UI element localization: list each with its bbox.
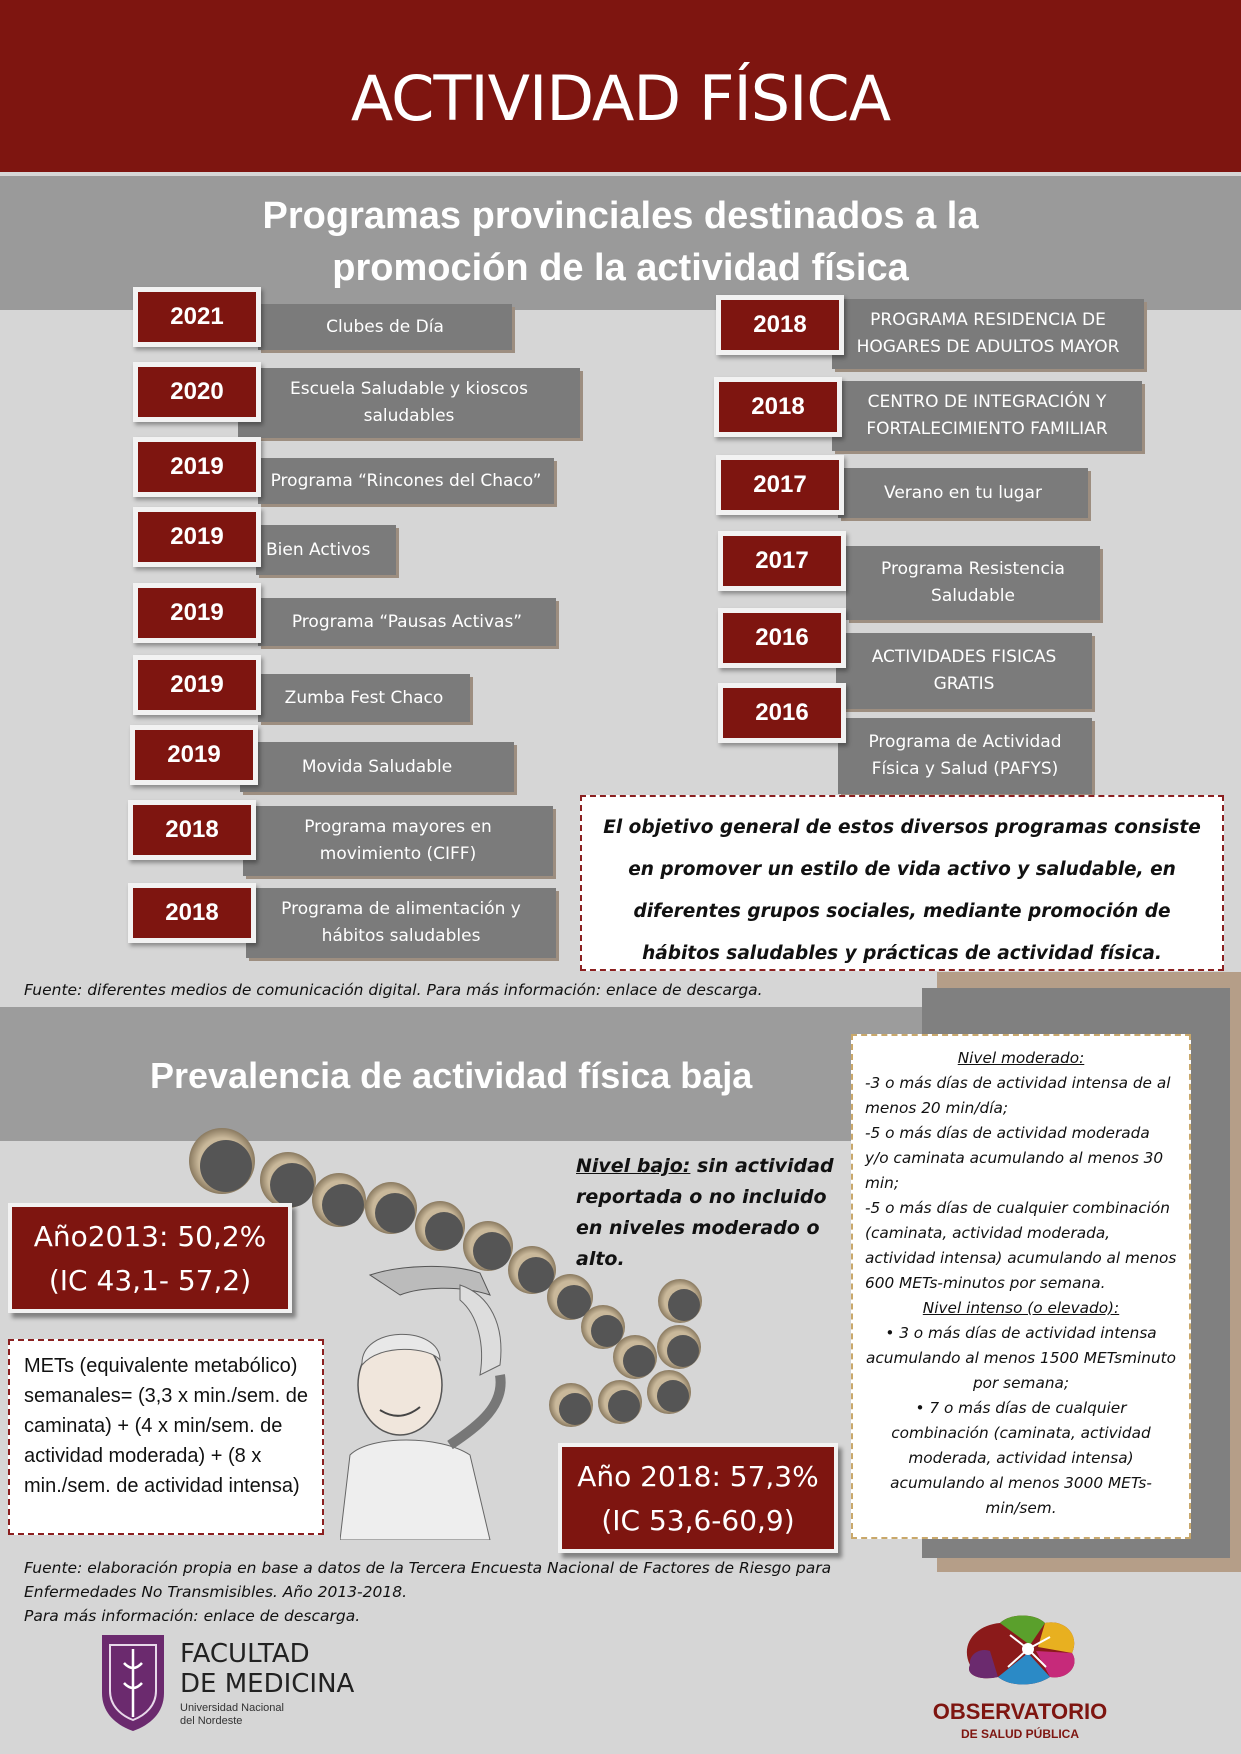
stat-2018-value: Año 2018: 57,3% (577, 1460, 819, 1493)
program-year: 2018 (128, 800, 256, 860)
program-year: 2019 (130, 725, 258, 785)
stat-2018-ci: (IC 53,6-60,9) (601, 1504, 795, 1537)
facultad-logo-sub1: Universidad Nacional (180, 1702, 284, 1714)
program-name: Programa Resistencia Saludable (846, 546, 1100, 620)
program-name: Programa mayores en movimiento (CIFF) (243, 806, 553, 876)
program-year: 2017 (718, 531, 846, 591)
nivel-moderado-item: -3 o más días de actividad intensa de al menos 20 min/día; (865, 1074, 1171, 1117)
senior-woman-illustration (340, 1255, 560, 1540)
programs-heading (0, 190, 1241, 294)
program-name: Zumba Fest Chaco (258, 674, 470, 722)
facultad-logo-sub (180, 1702, 284, 1728)
observatorio-logo-line2: DE SALUD PÚBLICA (960, 1727, 1079, 1741)
program-name: Escuela Saludable y kioscos saludables (238, 368, 580, 438)
source-note-programs: Fuente: diferentes medios de comunicación digital. Para más información: enlace de descarga. (24, 981, 763, 999)
stat-2013 (8, 1203, 292, 1313)
facultad-medicina-logo (100, 1633, 370, 1733)
source-note-line: Enfermedades No Transmisibles. Año 2013-2018. (24, 1583, 408, 1601)
mets-formula-box: METs (equivalente metabólico) semanales= (3,3 x min./sem. de caminata) + (4 x min/sem. de actividad moderada) + (8 x min./sem. de actividad intensa) (8, 1339, 324, 1535)
program-name: Movida Saludable (240, 742, 514, 792)
activity-levels-box (851, 1034, 1191, 1539)
nivel-moderado-item: -5 o más días de actividad moderada y/o caminata acumulando al menos 30 min; (865, 1124, 1164, 1192)
header-banner (0, 0, 1241, 172)
facultad-logo-line1: FACULTAD (180, 1639, 310, 1669)
source-note-line: Para más información: enlace de descarga. (24, 1607, 361, 1625)
nivel-intenso-title: Nivel intenso (o elevado): (922, 1299, 1120, 1317)
nivel-intenso-item: • 3 o más días de actividad intensa acumulando al menos 1500 METsminuto por semana; (865, 1324, 1177, 1392)
prevalence-heading: Prevalencia de actividad física baja (150, 1055, 753, 1096)
stat-2013-value: Año2013: 50,2% (33, 1220, 267, 1253)
program-name: Clubes de Día (258, 304, 512, 350)
program-year: 2020 (133, 362, 261, 422)
program-year: 2018 (128, 883, 256, 943)
stat-2018 (558, 1443, 838, 1553)
program-name: Bien Activos (256, 525, 396, 575)
program-year: 2019 (133, 583, 261, 643)
page-title: ACTIVIDAD FÍSICA (350, 62, 891, 135)
stat-2013-ci: (IC 43,1- 57,2) (48, 1264, 252, 1297)
program-name: Verano en tu lugar (838, 468, 1088, 518)
nivel-intenso-item: • 7 o más días de cualquier combinación (caminata, actividad moderada, actividad intensa) acumulando al menos 3000 METs-min/sem. (890, 1399, 1152, 1517)
program-year: 2019 (133, 655, 261, 715)
program-year: 2019 (133, 507, 261, 567)
observatorio-brain-icon (920, 1605, 1120, 1695)
program-name: ACTIVIDADES FISICAS GRATIS (836, 633, 1092, 709)
nivel-moderado-item: -5 o más días de cualquier combinación (caminata, actividad moderada, actividad intensa) acumulando al menos 600 METs-minutos por semana. (865, 1199, 1177, 1292)
program-year: 2019 (133, 437, 261, 497)
programs-heading-line2: promoción de la actividad física (332, 247, 909, 289)
program-year: 2017 (716, 455, 844, 515)
program-name: Programa de Actividad Física y Salud (PAFYS) (838, 718, 1092, 794)
observatorio-logo (920, 1605, 1120, 1745)
program-year: 2016 (718, 683, 846, 743)
program-name: Programa de alimentación y hábitos saludables (246, 888, 556, 958)
program-year: 2018 (714, 377, 842, 437)
nivel-bajo-label: Nivel bajo: (576, 1155, 691, 1177)
program-year: 2021 (133, 287, 261, 347)
faculty-shield-icon (100, 1633, 166, 1733)
program-name: CENTRO DE INTEGRACIÓN Y FORTALECIMIENTO FAMILIAR (832, 381, 1142, 451)
program-name: Programa “Pausas Activas” (258, 598, 556, 646)
program-year: 2018 (716, 295, 844, 355)
source-note-survey (24, 1556, 831, 1628)
program-name: PROGRAMA RESIDENCIA DE HOGARES DE ADULTOS MAYOR (832, 299, 1144, 369)
nivel-bajo-text: sin actividad reportada o no incluido en niveles moderado o alto. (576, 1155, 834, 1270)
nivel-bajo-definition (576, 1151, 846, 1275)
source-note-line: Fuente: elaboración propia en base a datos de la Tercera Encuesta Nacional de Factores de Riesgo para (24, 1559, 832, 1577)
facultad-logo-line2: DE MEDICINA (180, 1669, 355, 1699)
facultad-logo-sub2: del Nordeste (180, 1715, 243, 1727)
programs-heading-line1: Programas provinciales destinados a la (262, 195, 979, 237)
objective-box: El objetivo general de estos diversos programas consiste en promover un estilo de vida activo y saludable, en diferentes grupos sociales, mediante promoción de hábitos saludables y prácticas de actividad física. (580, 795, 1224, 971)
program-name: Programa “Rincones del Chaco” (258, 458, 554, 504)
observatorio-logo-line1: OBSERVATORIO (932, 1699, 1108, 1724)
nivel-moderado-title: Nivel moderado: (957, 1049, 1085, 1067)
program-year: 2016 (718, 608, 846, 668)
